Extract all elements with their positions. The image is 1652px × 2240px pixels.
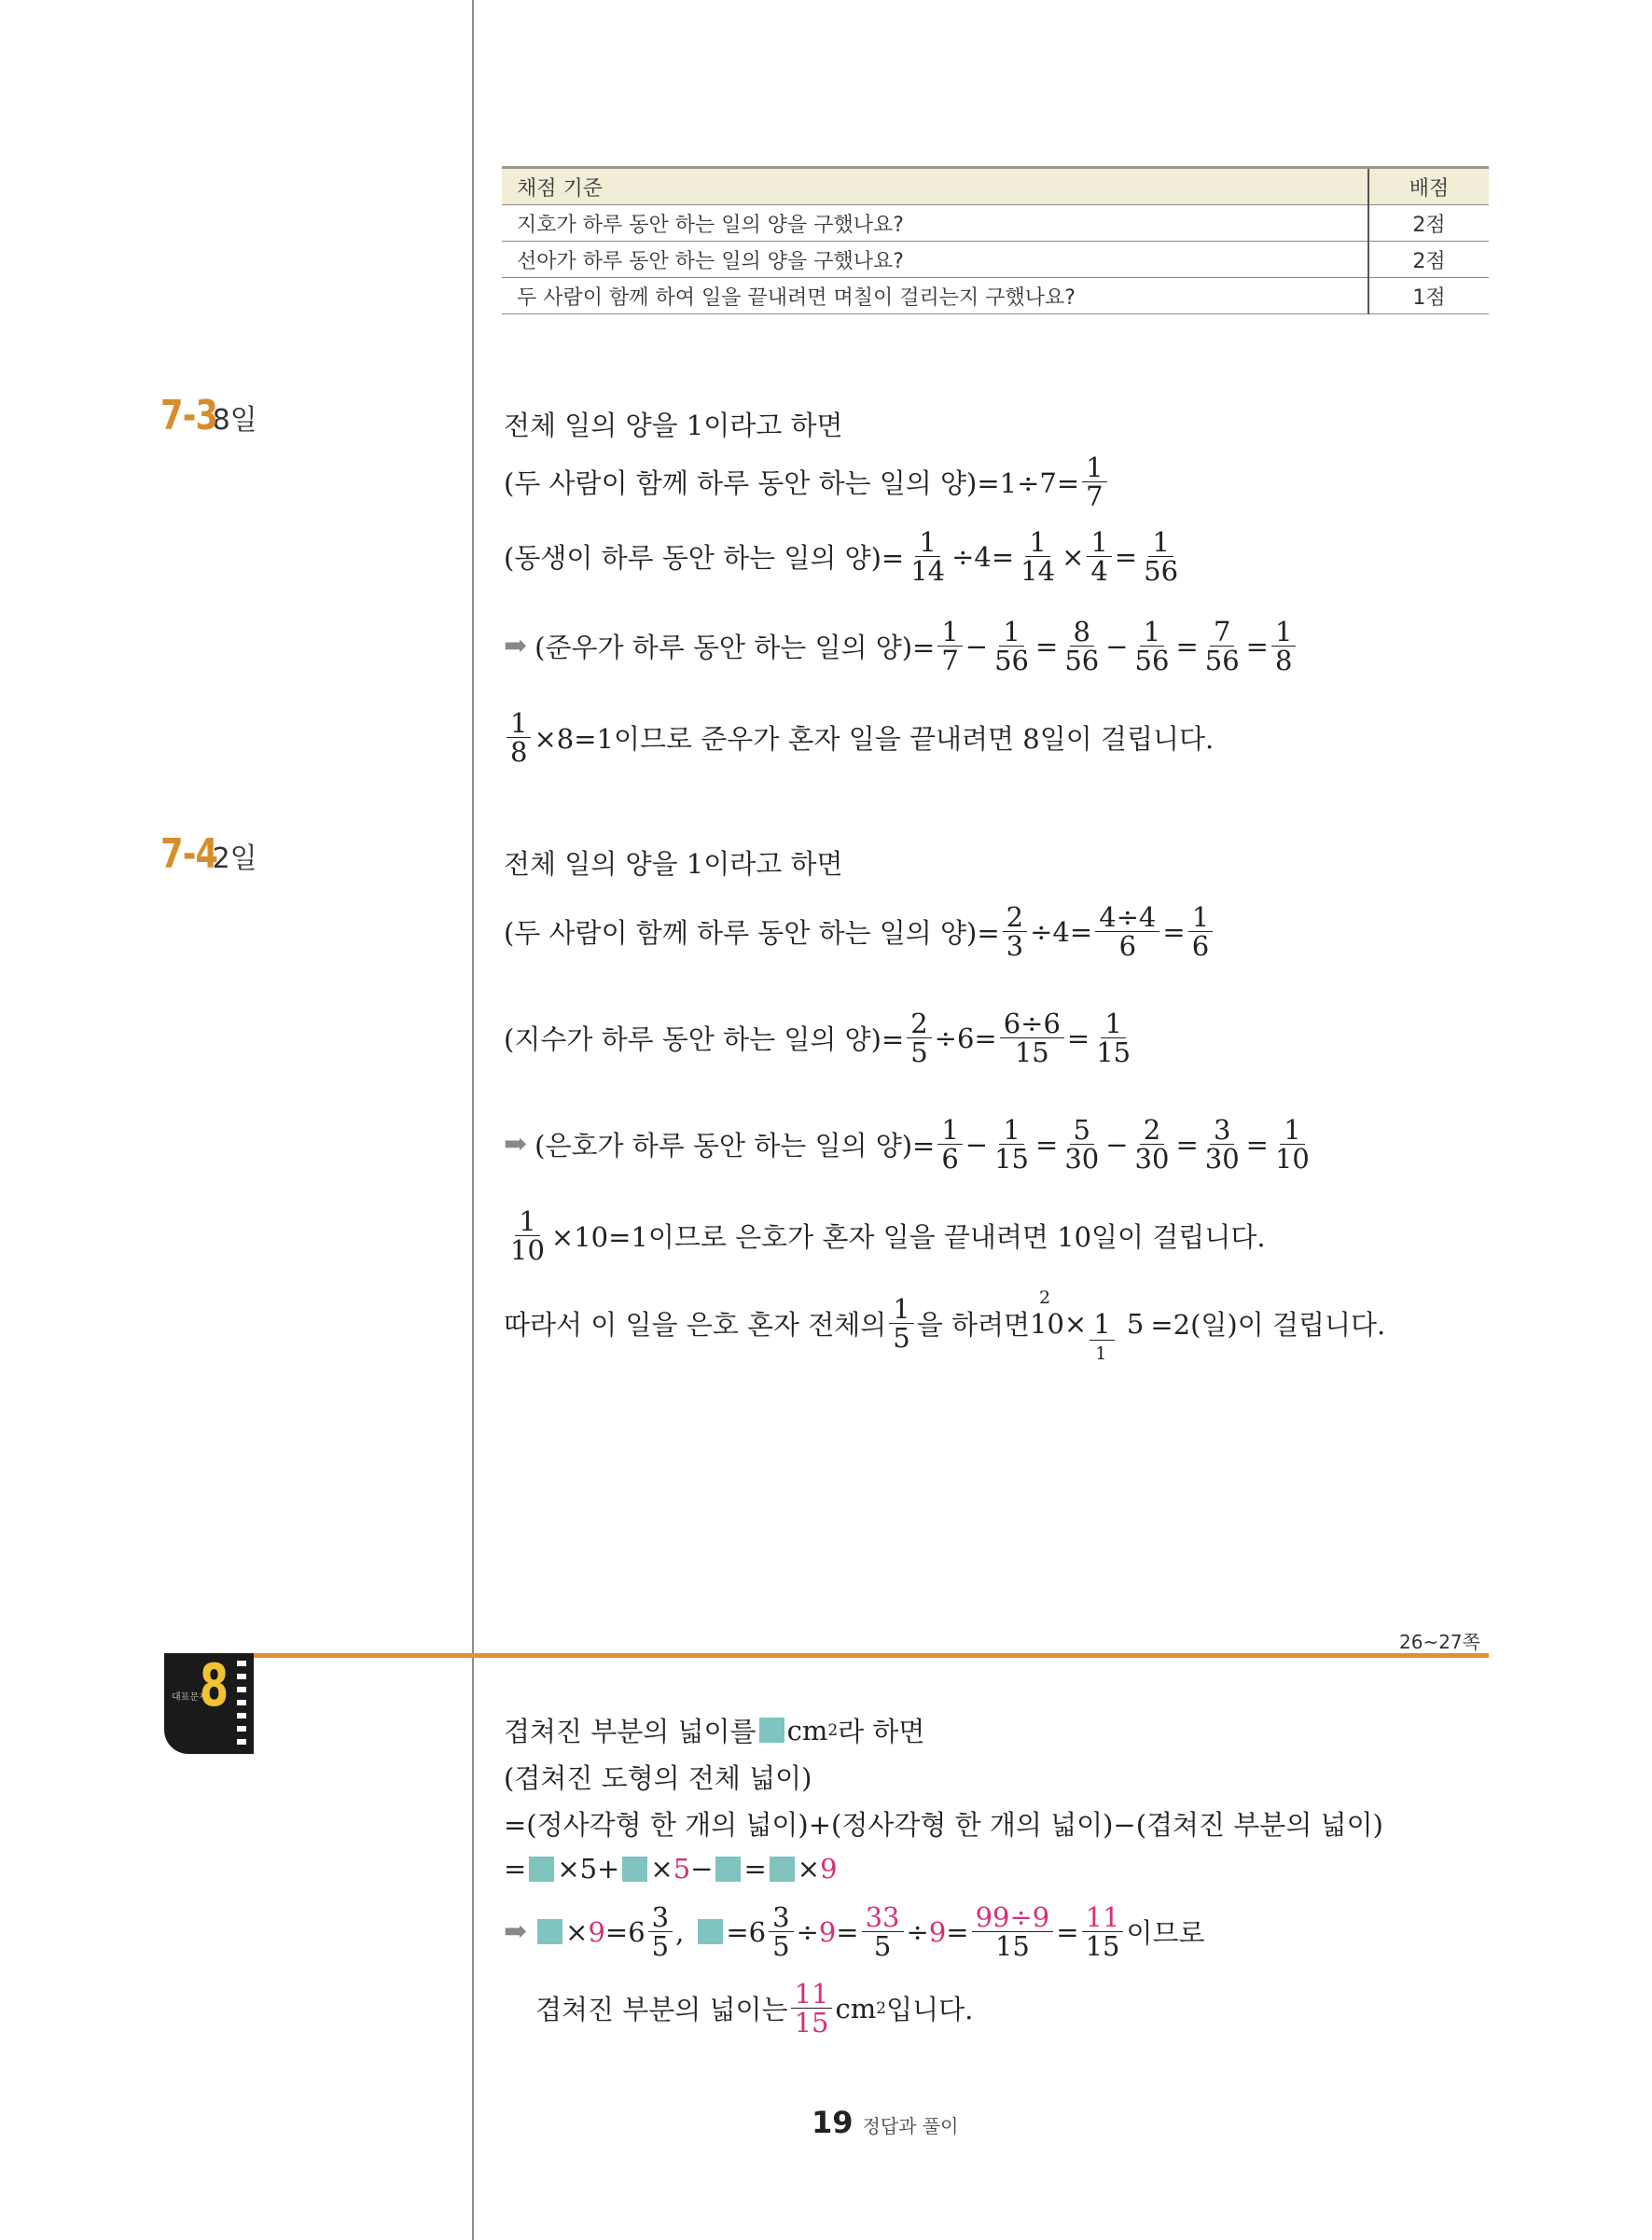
solution-line [504,1116,1316,1174]
fraction [907,1009,931,1067]
denominator: 7 [1086,480,1104,513]
solution-line [504,1207,1266,1265]
numerator: 1 [1188,903,1213,932]
solution-line [504,1903,1205,1961]
fraction [791,1980,833,2038]
text: 9 [928,1915,947,1948]
denominator: 7 [941,645,959,677]
numerator: 1 [1025,528,1049,557]
denominator: 15 [794,2007,829,2039]
problem-7-4-label [160,830,257,878]
fraction [972,1903,1054,1961]
page-gutter-line [472,0,474,2240]
solution-line [504,709,1214,767]
text: ×10=1이므로 은호가 혼자 일을 끝내려면 10일이 걸립니다. [550,1221,1266,1254]
text: 입니다. [886,1994,974,2026]
text: = [504,1853,527,1885]
numerator: 1 [937,618,962,647]
cancelled-number [1030,1287,1064,1340]
solution-line [504,1853,838,1885]
numerator: 5 [1070,1116,1094,1145]
numerator: 1 [1271,618,1296,647]
fraction [1082,1903,1124,1961]
numerator: 11 [791,1980,833,2009]
fraction [1017,528,1059,586]
denominator: 5 [910,1037,928,1069]
text: ÷ [906,1915,929,1948]
fraction [1271,1116,1313,1174]
fraction [1140,528,1182,586]
text: 겹쳐진 부분의 넓이는 [535,1994,788,2026]
text: ÷6= [934,1022,997,1054]
solution-line [504,1287,1386,1365]
text: =6 [726,1915,767,1948]
numerator: 8 [1070,618,1094,647]
text: , [675,1915,685,1948]
text: = [1245,1128,1269,1161]
text: × [1063,1307,1088,1340]
problem-code: 7-3 [160,392,218,439]
fraction [1131,1116,1173,1174]
problem-8-badge [164,1653,254,1754]
denominator: 3 [1006,930,1024,963]
numerator: 3 [1210,1116,1234,1145]
denominator: 30 [1064,1143,1100,1176]
text: = [1114,540,1138,573]
text: = [1066,1022,1090,1054]
numerator: 1 [1280,1116,1304,1145]
problem-answer: 8일 [212,404,257,437]
text: = [946,1915,969,1948]
numerator: 11 [1082,1903,1124,1932]
fraction [1082,453,1106,511]
numerator: 1 [1148,528,1173,557]
fraction [1271,618,1296,675]
fraction [991,1116,1033,1174]
numerator: 2 [907,1009,931,1038]
fraction [991,618,1033,675]
points-cell: 2점 [1368,205,1489,242]
square-placeholder-icon [770,1857,795,1882]
criteria-cell: 선아가 하루 동안 하는 일의 양을 구했나요? [502,242,1368,278]
solution-line [504,528,1185,586]
table-header-row [502,168,1489,205]
fraction [507,1207,548,1265]
badge-number: 8 [200,1651,229,1719]
square-placeholder-icon [622,1857,647,1882]
numerator: 7 [1210,618,1234,647]
solution-line [504,903,1215,961]
denominator: 56 [1204,645,1240,677]
fraction [889,1295,913,1353]
denominator: 56 [994,645,1029,677]
text: 10 [1030,1307,1064,1340]
solution-line [535,1980,973,2038]
square-placeholder-icon [537,1919,562,1944]
denominator: 4 [1090,555,1108,588]
denominator: 6 [941,1143,959,1176]
fraction [937,1116,962,1174]
fraction [648,1903,673,1961]
problem-answer: 2일 [212,842,257,875]
denominator: 14 [1020,555,1056,588]
page-number: 19 [812,2105,854,2140]
text: 이므로 [1126,1917,1205,1950]
text: (동생이 하루 동안 하는 일의 양)= [504,542,905,575]
text: − [1105,1128,1129,1161]
text: 9 [588,1915,605,1948]
denominator: 56 [1134,645,1170,677]
fraction [1092,1009,1134,1067]
text: 라 하면 [838,1716,925,1747]
denominator: 6 [1191,930,1210,963]
numerator: 1 [1082,453,1106,482]
solution-line [504,618,1298,675]
text: = [1175,630,1199,662]
text: ÷4= [951,540,1015,573]
square-placeholder-icon [759,1718,784,1743]
text: 9 [820,1853,838,1885]
text: = [1162,915,1186,948]
numerator: 33 [862,1903,904,1932]
fraction [1188,903,1213,961]
page-footer [812,2105,959,2140]
text: (은호가 하루 동안 하는 일의 양)= [534,1130,936,1162]
text: = [1175,1128,1199,1161]
numerator: 3 [769,1903,793,1932]
text: = [1056,1915,1079,1948]
fraction [1061,1116,1103,1174]
text: 전체 일의 양을 1이라고 하면 [504,410,843,441]
denominator: 15 [994,1930,1030,1963]
criteria-cell: 두 사람이 함께 하여 일을 끝내려면 며칠이 걸리는지 구했나요? [502,278,1368,314]
points-cell: 2점 [1368,242,1489,278]
superscript: 2 [876,1998,887,2018]
denominator: 10 [1274,1143,1310,1176]
numerator: 1 [889,1295,913,1324]
text: 따라서 이 일을 은호 혼자 전체의 [504,1309,887,1342]
denominator: 15 [994,1143,1029,1176]
text: = [1245,630,1269,662]
numerator: 1 [937,1116,962,1145]
denominator: 15 [1085,1930,1120,1963]
fraction [1000,1009,1064,1067]
text: = [1035,630,1059,662]
text: − [965,630,989,662]
text: cm [786,1714,828,1746]
text: (두 사람이 함께 하루 동안 하는 일의 양)=1÷7= [504,467,1080,500]
arrow-right-icon: ➡ [504,1915,528,1949]
numerator: 1 [1087,528,1111,557]
fraction [1090,1307,1147,1365]
text: =6 [604,1915,646,1948]
text: × [1062,540,1085,573]
denominator: 30 [1134,1143,1170,1176]
solution-line [504,843,842,882]
text: (겹쳐진 도형의 전체 넓이) [504,1762,812,1794]
numerator: 1 [1140,618,1164,647]
solution-line [504,1009,1137,1067]
numerator: 1 [915,528,939,557]
denominator: 30 [1204,1143,1240,1176]
text: =2(일)이 걸립니다. [1150,1309,1386,1342]
badge-label: 대표문제 [172,1692,208,1703]
denominator: 5 [651,1930,670,1963]
fraction [907,528,949,586]
numerator: 2 [1003,903,1027,932]
text: × [650,1853,673,1885]
table-row [502,242,1489,278]
denominator: 5 [1126,1307,1145,1340]
denominator: 10 [510,1234,545,1267]
text: × [565,1915,589,1948]
arrow-right-icon: ➡ [504,630,528,663]
square-placeholder-icon [529,1857,554,1882]
text: (준우가 하루 동안 하는 일의 양)= [534,632,936,664]
fraction [862,1903,904,1961]
superscript: 2 [827,1720,839,1740]
numerator: 4÷4 [1095,903,1159,932]
reduced-value: 2 [1039,1287,1051,1308]
denominator: 5 [772,1930,790,1963]
numerator: 3 [648,1903,673,1932]
text: =(정사각형 한 개의 넓이)+(정사각형 한 개의 넓이)−(겹쳐진 부분의 넓이) [504,1809,1383,1841]
denominator: 8 [1274,645,1293,677]
footer-label: 정답과 풀이 [862,2115,959,2137]
square-placeholder-icon [715,1857,741,1882]
section-divider [164,1653,1489,1658]
text: ÷4= [1030,915,1093,948]
points-header: 배점 [1368,168,1489,205]
numerator: 1 [999,618,1023,647]
solution-line [504,1711,924,1749]
page-reference: 26~27쪽 [1399,1631,1480,1653]
denominator: 6 [1118,930,1137,963]
table-row [502,205,1489,242]
fraction [769,1903,793,1961]
text: cm [835,1992,877,2024]
text: ÷ [796,1915,819,1948]
denominator: 56 [1144,555,1179,588]
table-row [502,278,1489,314]
solution-line [504,1758,812,1796]
text: 전체 일의 양을 1이라고 하면 [504,848,843,880]
fraction [1131,618,1173,675]
reduced-value: 1 [1095,1343,1107,1365]
text: (지수가 하루 동안 하는 일의 양)= [504,1023,905,1056]
numerator: 99÷9 [972,1903,1054,1932]
numerator: 1 [999,1116,1023,1145]
text: ×5+ [557,1853,620,1885]
fraction [937,618,962,675]
fraction [1087,528,1111,586]
fraction [507,709,531,767]
text: 5 [673,1853,691,1885]
text: = [743,1853,767,1885]
denominator: 8 [510,736,528,769]
problem-code: 7-4 [160,830,218,878]
denominator: 15 [1014,1037,1049,1069]
text: − [965,1128,989,1161]
numerator: 1 [1090,1308,1114,1341]
denominator: 14 [910,555,946,588]
text: − [690,1853,714,1885]
arrow-right-icon: ➡ [504,1128,528,1162]
text: = [836,1915,859,1948]
numerator: 6÷6 [1000,1009,1064,1038]
text: (두 사람이 함께 하루 동안 하는 일의 양)= [504,917,1000,950]
text: = [1035,1128,1059,1161]
numerator: 1 [507,709,531,738]
fraction [1095,903,1159,961]
fraction [1201,618,1243,675]
denominator: 5 [873,1930,892,1963]
problem-7-3-label [160,392,257,439]
fraction [1201,1116,1243,1174]
numerator: 2 [1140,1116,1164,1145]
numerator: 1 [515,1207,539,1236]
denominator: 15 [1096,1037,1131,1069]
text: − [1105,630,1129,662]
fraction [1003,903,1027,961]
solution-line [504,453,1110,511]
text: ×8=1이므로 준우가 혼자 일을 끝내려면 8일이 걸립니다. [534,723,1215,756]
solution-line [504,405,842,443]
points-cell: 1점 [1368,278,1489,314]
numerator: 1 [1101,1009,1125,1038]
film-holes [237,1661,246,1748]
text: 을 하려면 [916,1309,1031,1342]
text: × [797,1853,821,1885]
denominator: 5 [893,1322,910,1355]
text: 겹쳐진 부분의 넓이를 [504,1716,757,1747]
solution-line [504,1804,1383,1843]
denominator: 56 [1064,645,1100,677]
square-placeholder-icon [698,1919,723,1944]
grading-table [502,166,1489,314]
criteria-header: 채점 기준 [502,168,1368,205]
text: 9 [818,1915,837,1948]
criteria-cell: 지호가 하루 동안 하는 일의 양을 구했나요? [502,205,1368,242]
fraction [1061,618,1103,675]
